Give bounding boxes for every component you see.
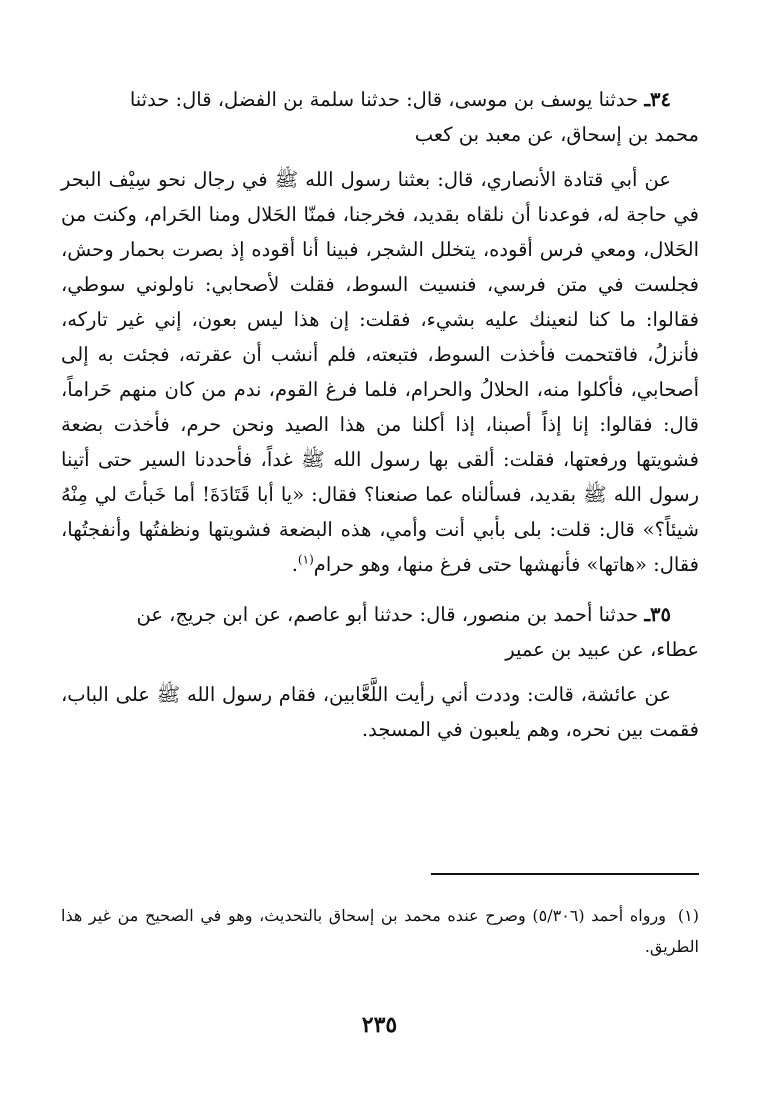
footnote — [61, 900, 699, 962]
hadith-34-end: . — [291, 553, 298, 576]
footnote-divider — [431, 873, 699, 875]
hadith-34-body: عن أبي قتادة الأنصاري، قال: بعثنا رسول الله ﷺ في رجال نحو سِيْف البحر في حاجة له، فوعدنا أن نلقاه بقديد، فخرجنا، فمنّا الحَلال ومنا الحَرام، وكنت من الحَلال، ومعي فرس أقوده، يتخلل الشجر، فبينا أنا أقوده إذ بصرت بحمار وحش، فجلست في متن فرسي، فنسيت السوط، فقلت لأصحابي: ناولوني سوطي، فقالوا: ما كنا لنعينك عليه بشيء، فقلت: إن هذا ليس بعون، إني غير تاركه، فأنزلُ، فاقتحمت فأخذت السوط، فتبعته، فلم أنشب أن عقرته، فجئت به إلى أصحابي، فأكلوا منه، الحلالُ والحرام، فلما فرغ القوم، ندم من كان منهم حَراماً، قال: فقالوا: إنا إذاً أصبنا، إذا أكلنا من هذا الصيد ونحن حرم، فأخذت بضعة فشويتها ورفعتها، فقلت: ألقى بها رسول الله ﷺ غداً، فأحددنا السير حتى أتينا رسول الله ﷺ بقديد، فسألناه عما صنعنا؟ فقال: «يا أبا قَتَادَةَ! أما خَبأتَ لي مِنْهُ شيئاً؟» قال: قلت: بلى بأبي أنت وأمي، هذه البضعة فشويتها ونظفتُها وأنفجتُها، فقال: «هاتها» فأنهشها حتى فرغ منها، وهو حرام — [61, 168, 699, 576]
page-number: ٢٣٥ — [361, 1012, 398, 1038]
footnote-reference[interactable]: (١) — [297, 552, 314, 567]
hadith-35-isnad-line-1: حدثنا أحمد بن منصور، قال: حدثنا أبو عاصم، عن ابن جريج، عن — [136, 603, 645, 626]
hadith-34-isnad-line-2: محمد بن إسحاق، عن معبد بن كعب — [414, 123, 699, 146]
main-text — [61, 82, 699, 762]
hadith-34-isnad — [61, 82, 699, 152]
hadith-35-isnad — [61, 597, 699, 667]
hadith-34-text — [61, 162, 699, 582]
hadith-34-isnad-line-1: حدثنا يوسف بن موسى، قال: حدثنا سلمة بن الفضل، قال: حدثنا — [129, 88, 645, 111]
hadith-35-isnad-line-2: عطاء، عن عبيد بن عمير — [505, 638, 699, 661]
hadith-35-text — [61, 677, 699, 747]
hadith-35-number: ٣٥ـ — [644, 603, 671, 626]
hadith-35-body: عن عائشة، قالت: وددت أني رأيت اللَّعَّابين، فقام رسول الله ﷺ على الباب، فقمت بين نحره، وهم يلعبون في المسجد. — [61, 683, 699, 741]
hadith-34-number: ٣٤ـ — [644, 88, 671, 111]
footnote-text: ورواه أحمد (٥/٣٠٦) وصرح عنده محمد بن إسحاق بالتحديث، وهو في الصحيح من غير هذا الطريق. — [61, 906, 699, 956]
footnote-mark: (١) — [677, 906, 700, 925]
